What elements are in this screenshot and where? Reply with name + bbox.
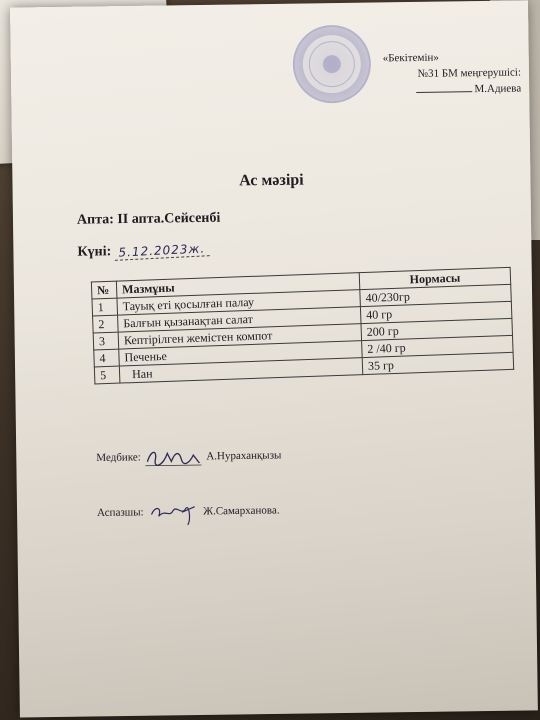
row-dish: Кептірілген жемістен компот	[118, 324, 361, 349]
cook-label: Аспазшы:	[97, 506, 144, 519]
menu-document	[10, 0, 538, 717]
approval-position: №31 БМ меңгерушісі:	[417, 66, 522, 80]
row-norm: 40/230гр	[360, 284, 512, 306]
nurse-name: А.Нураханқызы	[206, 449, 282, 463]
date-line	[77, 243, 209, 261]
header-number: №	[91, 281, 117, 299]
header-norm: Нормасы	[359, 267, 511, 289]
row-dish: Тауық еті қосылған палау	[117, 290, 360, 315]
approval-block	[331, 48, 522, 99]
signature-line	[416, 91, 472, 93]
signature-icon	[143, 445, 203, 470]
row-number: 5	[94, 366, 120, 384]
row-norm: 200 гр	[361, 318, 513, 340]
cook-name: Ж.Самарханова.	[203, 504, 280, 518]
approval-signatory-name: М.Адиева	[474, 82, 522, 96]
week-line: Апта: II апта.Сейсенбі	[76, 210, 221, 228]
row-number: 3	[93, 332, 119, 350]
header-content: Мазмұны	[116, 273, 359, 298]
row-dish: Балғын қызанақтан салат	[118, 307, 361, 332]
row-dish: Печенье	[119, 341, 362, 366]
menu-table	[91, 267, 514, 385]
nurse-signature-block	[96, 444, 281, 471]
handwritten-date: 5.12.2023ж.	[114, 241, 209, 261]
approval-heading: «Бекітемін»	[382, 51, 439, 65]
row-norm: 40 гр	[360, 301, 512, 323]
approval-signatory	[331, 80, 521, 99]
signature-icon	[146, 497, 200, 528]
cook-signature-block	[97, 496, 280, 529]
row-number: 2	[93, 315, 119, 333]
row-number: 1	[92, 298, 118, 316]
date-label: Күні:	[77, 244, 112, 260]
document-title: Ас мәзірі	[239, 171, 304, 190]
nurse-label: Медбике:	[96, 451, 141, 464]
row-number: 4	[94, 349, 120, 367]
row-norm: 35 гр	[362, 352, 514, 374]
row-norm: 2 /40 гр	[362, 335, 514, 357]
row-dish: Нан	[119, 358, 362, 383]
